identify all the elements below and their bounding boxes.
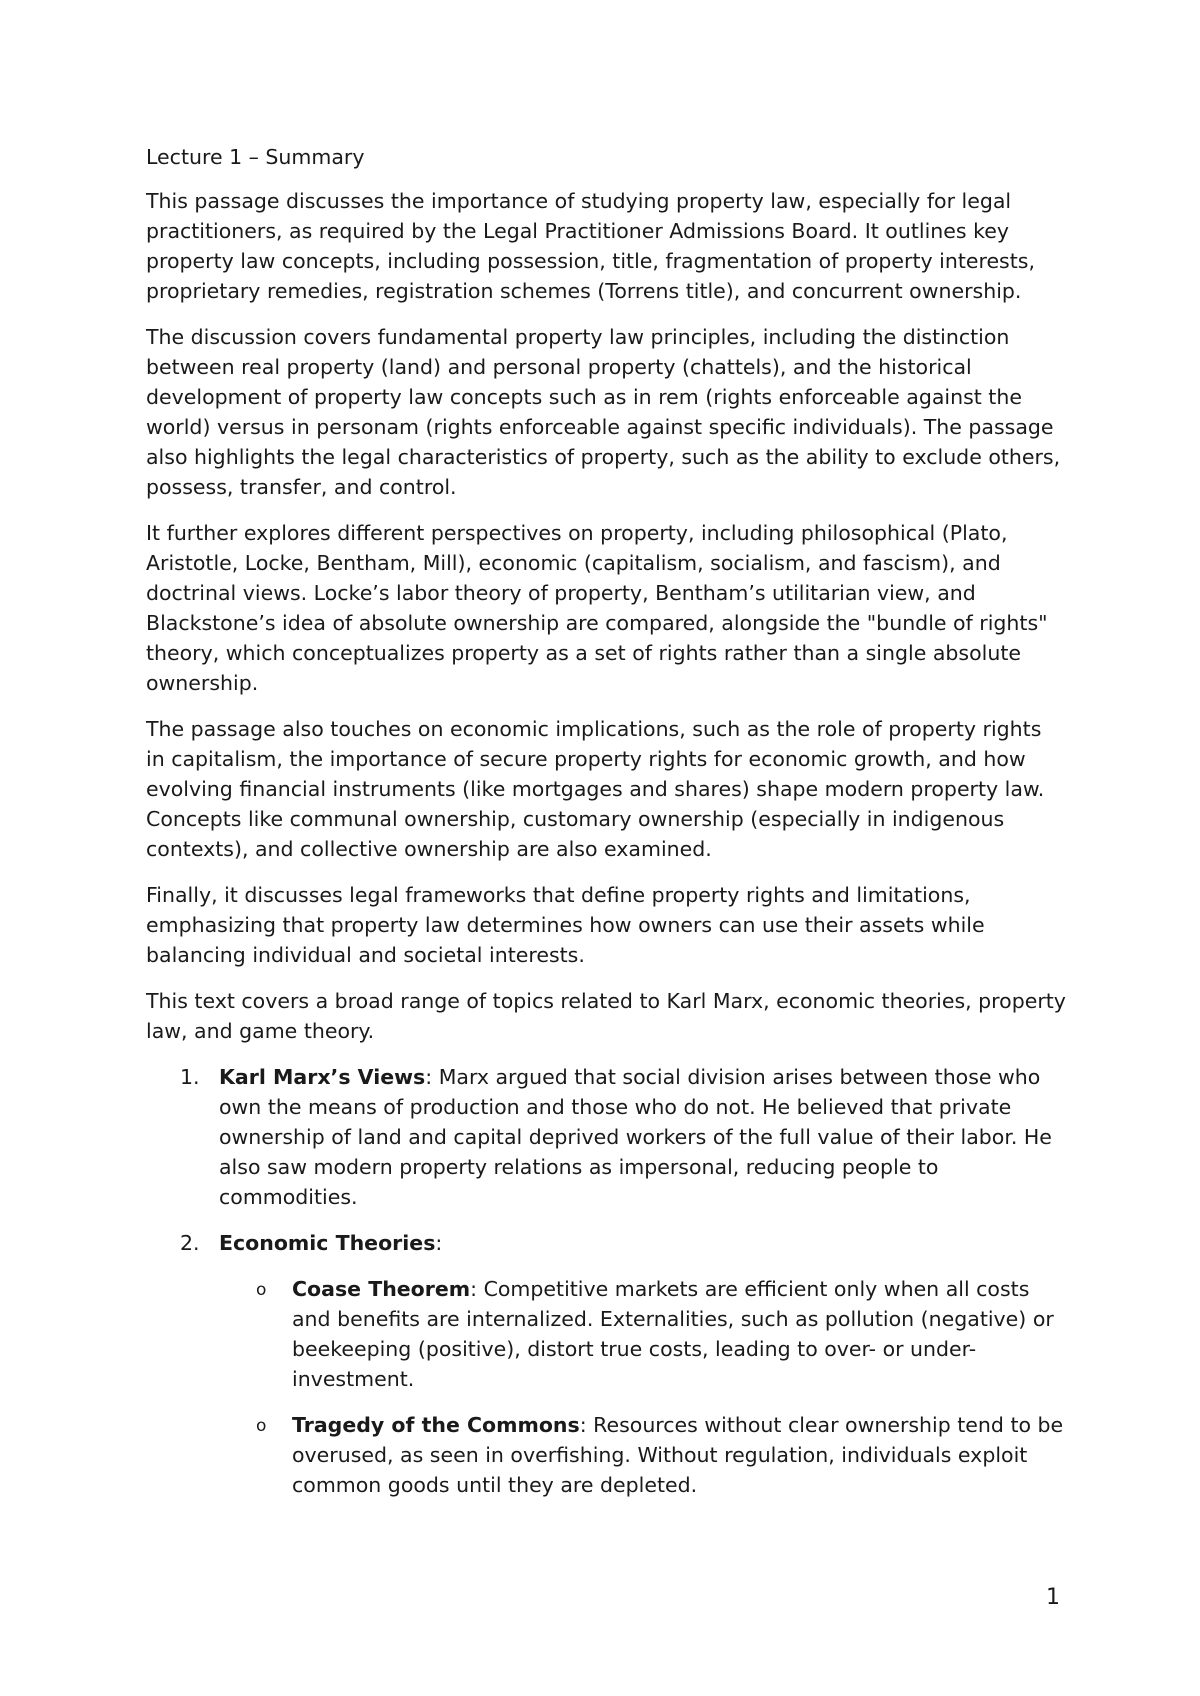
list-item-karl-marx — [180, 1062, 1066, 1212]
paragraph-4: The passage also touches on economic implications, such as the role of property rights in capitalism, the importance of secure property rights for economic growth, and how evolving financial instruments (like mortgages and shares) shape modern property law. Concepts like communal ownership, customary ownership (especially in indigenous contexts), and collective ownership are also examined. — [146, 717, 1045, 861]
document-body — [146, 142, 1066, 1516]
list-number: 1. — [180, 1065, 200, 1089]
paragraph-2: The discussion covers fundamental property law principles, including the distinction between real property (land) and personal property (chattels), and the historical development of property law concepts such as in rem (rights enforceable against the world) versus in personam (rights enforceable against specific individuals). The passage also highlights the legal characteristics of property, such as the ability to exclude others, possess, transfer, and control. — [146, 325, 1061, 499]
sub-item-text: : Resources without clear ownership tend to be overused, as seen in overfishing. Without regulation, individuals exploit common goods until they are depleted. — [292, 1413, 1064, 1497]
list-item-text: : — [435, 1231, 443, 1255]
list-number: 2. — [180, 1231, 200, 1255]
page-number: 1 — [1046, 1585, 1060, 1610]
sub-item-text: : Competitive markets are efficient only when all costs and benefits are internalized. Externalities, such as pollution (negative) or beekeeping (positive), distort true costs, leading to over- or under-investment. — [292, 1277, 1054, 1391]
sub-list-item-tragedy-of-commons — [256, 1410, 1066, 1500]
paragraph-5: Finally, it discusses legal frameworks that define property rights and limitations, emphasizing that property law determines how owners can use their assets while balancing individual and societal interests. — [146, 883, 985, 967]
sub-list — [219, 1274, 1066, 1500]
list-item-economic-theories — [180, 1228, 1066, 1500]
paragraph-3: It further explores different perspectives on property, including philosophical (Plato, Aristotle, Locke, Bentham, Mill), economic (capitalism, socialism, and fascism), and doctrinal views. Locke’s labor theory of property, Bentham’s utilitarian view, and Blackstone’s idea of absolute ownership are compared, alongside the "bundle of rights" theory, which conceptualizes property as a set of rights rather than a single absolute ownership. — [146, 521, 1048, 695]
bullet-icon: o — [256, 1280, 267, 1300]
paragraph-1: This passage discusses the importance of studying property law, especially for legal practitioners, as required by the Legal Practitioner Admissions Board. It outlines key property law concepts, including possession, title, fragmentation of property interests, proprietary remedies, registration schemes (Torrens title), and concurrent ownership. — [146, 189, 1035, 303]
bullet-icon: o — [256, 1416, 267, 1436]
list-item-heading: Karl Marx’s Views — [219, 1065, 426, 1089]
sub-item-heading: Coase Theorem — [292, 1277, 471, 1301]
list-item-heading: Economic Theories — [219, 1231, 436, 1255]
sub-list-item-coase-theorem — [256, 1274, 1066, 1394]
document-title: Lecture 1 – Summary — [146, 145, 365, 169]
sub-item-heading: Tragedy of the Commons — [292, 1413, 580, 1437]
paragraph-6: This text covers a broad range of topics related to Karl Marx, economic theories, property law, and game theory. — [146, 989, 1066, 1043]
numbered-list — [146, 1062, 1066, 1500]
list-item-text: : Marx argued that social division arises between those who own the means of production and those who do not. He believed that private ownership of land and capital deprived workers of the full value of their labor. He also saw modern property relations as impersonal, reducing people to commodities. — [219, 1065, 1052, 1209]
